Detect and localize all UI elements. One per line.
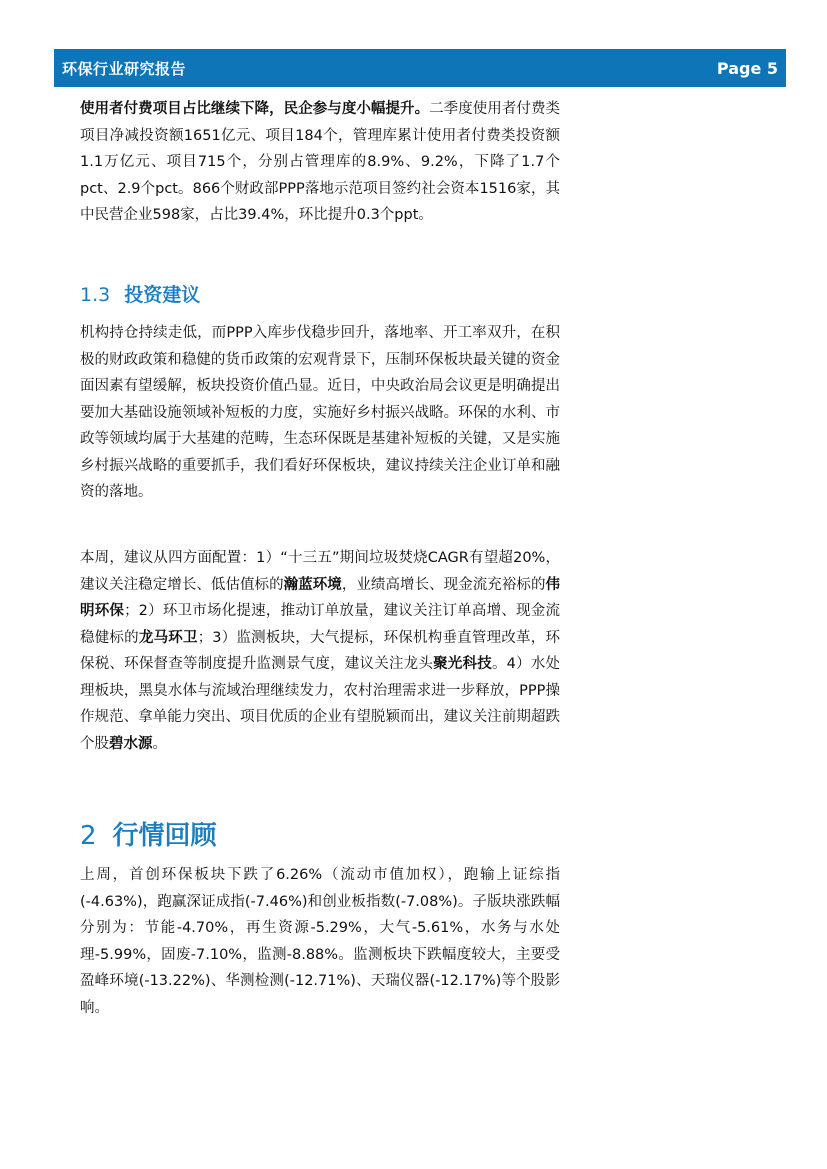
report-title: 环保行业研究报告 <box>62 59 187 78</box>
page-number: Page 5 <box>716 58 778 78</box>
paragraph-weekly-picks <box>80 545 560 757</box>
paragraph-body: 二季度使用者付费类项目净减投资额1651亿元、项目184个，管理库累计使用者付费类投资额1.1万亿元、项目715个，分别占管理库的8.9%、9.2%，下降了1.7个pct、2.9个pct。866个财政部PPP落地示范项目签约社会资本1516家，其中民营企业598家，占比39.4%，环比提升0.3个ppt。 <box>80 101 560 223</box>
text-run: 。 <box>152 735 167 752</box>
stock-pick-highlight: 龙马环卫 <box>138 629 198 646</box>
stock-pick-highlight: 伟明环保 <box>80 576 560 619</box>
stock-pick-highlight: 瀚蓝环境 <box>283 576 342 593</box>
paragraph-text <box>80 545 560 757</box>
paragraph-text: 上周，首创环保板块下跌了6.26%（流动市值加权），跑输上证综指(-4.63%)，跑赢深证成指(-7.46%)和创业板指数(-7.08%)。子版块涨跌幅分别为：节能-4.70%，再生资源-5.29%，大气-5.61%，水务与水处理-5.99%，固废-7.10%，监测-8.88%。监测板块下跌幅度较大，主要受盈峰环境(-13.22%)、华测检测(-12.71%)、天瑞仪器(-12.17%)等个股影响。 <box>80 867 560 1016</box>
section-heading-2 <box>80 815 217 852</box>
report-header <box>54 49 786 87</box>
text-run: ，业绩高增长、现金流充裕标的 <box>341 576 546 593</box>
text-run: 。4）水处理板块，黑臭水体与流域治理继续发力，农村治理需求进一步释放，PPP操作规范、拿单能力突出、项目优质的企业有望脱颖而出，建议关注前期超跌个股 <box>80 656 561 752</box>
stock-pick-highlight: 聚光科技 <box>433 656 492 672</box>
paragraph-ppp-user-pay <box>80 96 560 229</box>
section-title: 行情回顾 <box>112 821 217 851</box>
section-number: 2 <box>80 821 97 851</box>
paragraph-text: 机构持仓持续走低，而PPP入库步伐稳步回升，落地率、开工率双升，在积极的财政政策和稳健的货币政策的宏观背景下，压制环保板块最关键的资金面因素有望缓解，板块投资价值凸显。近日，中央政治局会议更是明确提出要加大基础设施领域补短板的力度，实施好乡村振兴战略。环保的水利、市政等领域均属于大基建的范畴，生态环保既是基建补短板的关键，又是实施乡村振兴战略的重要抓手，我们看好环保板块，建议持续关注企业订单和融资的落地。 <box>80 325 560 500</box>
text-run: ；3）监测板块，大气提标，环保机构垂直管理改革，环保税、环保督查等制度提升监测景气度，建议关注龙头 <box>80 629 560 672</box>
text-run: 本周，建议从四方面配置：1）“十三五”期间垃圾焚烧CAGR有望超20%，建议关注稳定增长、低估值标的 <box>80 550 560 593</box>
paragraph-text <box>80 96 560 229</box>
section-title: 投资建议 <box>124 284 201 306</box>
text-run: ；2）环卫市场化提速，推动订单放量，建议关注订单高增、现金流稳健标的 <box>80 603 560 646</box>
section-number: 1.3 <box>80 284 111 306</box>
paragraph-lead: 使用者付费项目占比继续下降，民企参与度小幅提升。 <box>80 101 430 117</box>
stock-pick-highlight: 碧水源 <box>109 735 153 752</box>
section-heading-1-3 <box>80 280 200 307</box>
paragraph-investment-view <box>80 320 560 506</box>
paragraph-market-review <box>80 862 560 1021</box>
